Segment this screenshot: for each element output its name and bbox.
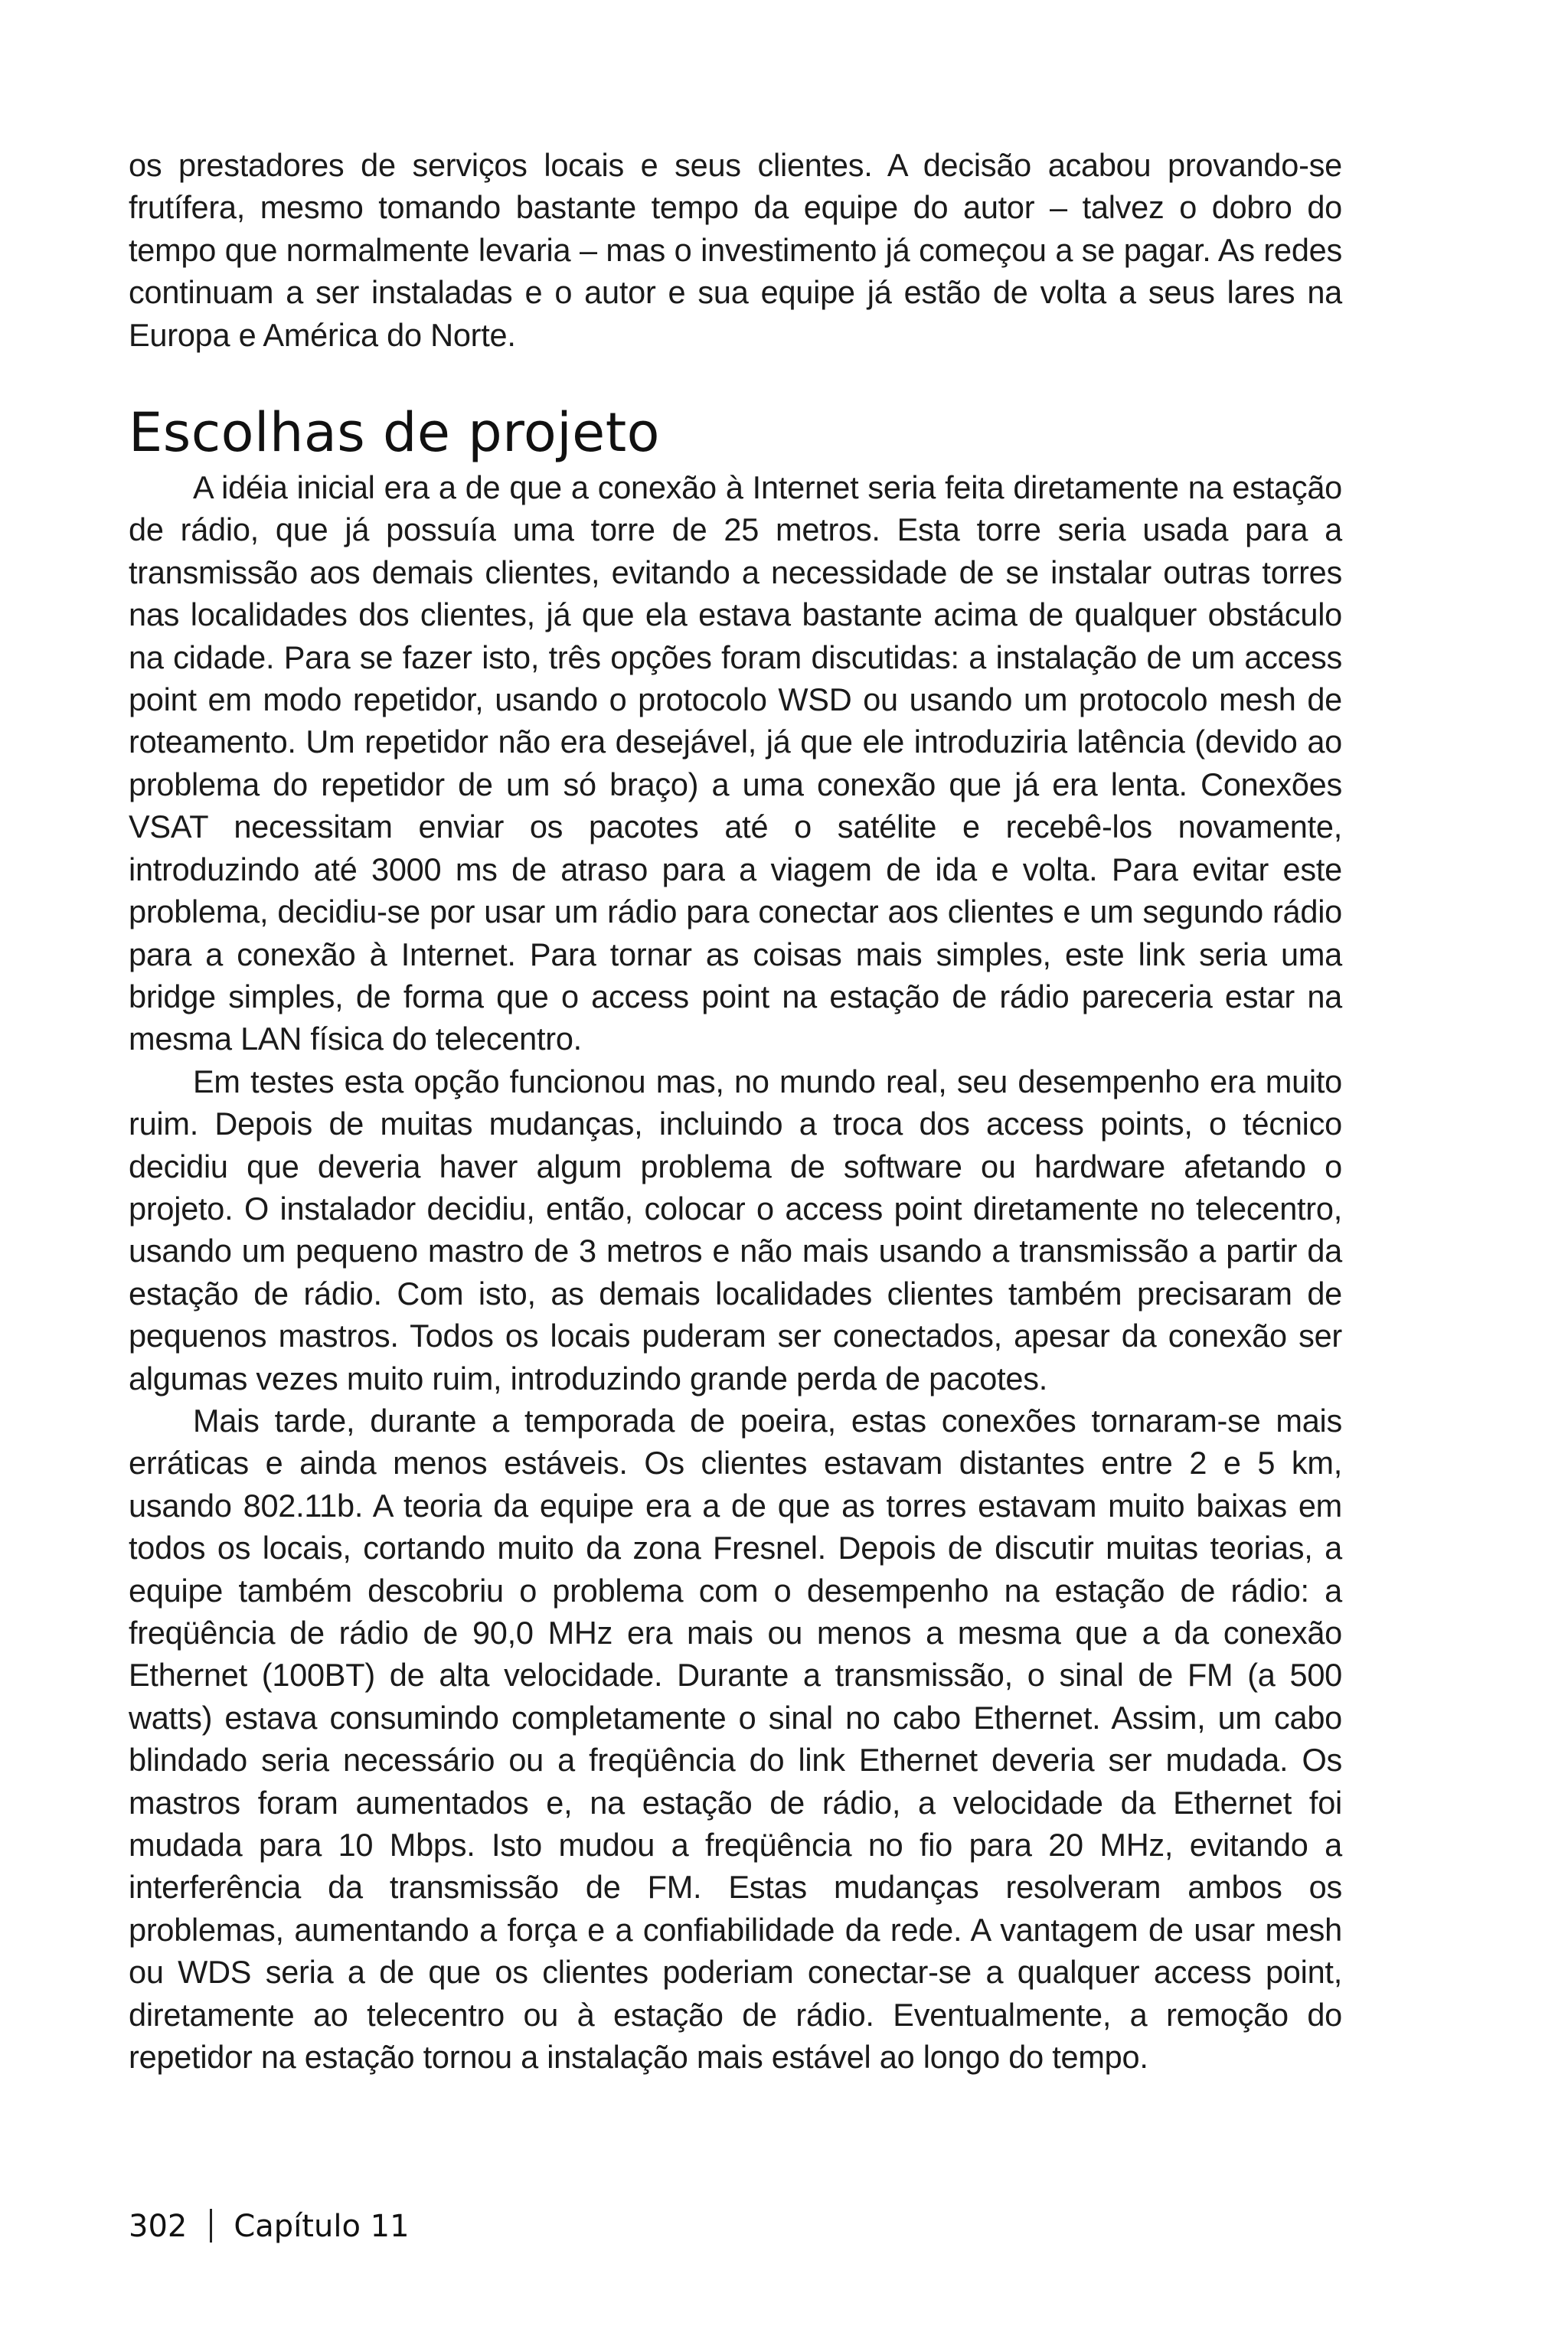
page-body bbox=[129, 144, 1342, 2078]
footer-separator bbox=[210, 2209, 212, 2243]
page-footer bbox=[129, 2205, 410, 2248]
section-title: Escolhas de projeto bbox=[129, 401, 660, 465]
body-paragraph-1: A idéia inicial era a de que a conexão à Internet seria feita diretamente na estação de rádio, que já possuía uma torre de 25 metros. Esta torre seria usada para a transmissão aos demais clientes, evitando a necessidade de se instalar outras torres nas localidades dos clientes, já que ela estava bastante acima de qualquer obstáculo na cidade. Para se fazer isto, três opções foram discutidas: a instalação de um access point em modo repetidor, usando o protocolo WSD ou usando um protocolo mesh de roteamento. Um repetidor não era desejável, já que ele introduziria latência (devido ao problema do repetidor de um só braço) a uma conexão que já era lenta. Conexões VSAT necessitam enviar os pacotes até o satélite e recebê-los novamente, introduzindo até 3000 ms de atraso para a viagem de ida e volta. Para evitar este problema, decidiu-se por usar um rádio para conectar aos clientes e um segundo rádio para a conexão à Internet. Para tornar as coisas mais simples, este link seria uma bridge simples, de forma que o access point na estação de rádio pareceria estar na mesma LAN física do telecentro. bbox=[129, 469, 1342, 1057]
page-number: 302 bbox=[129, 2209, 188, 2244]
chapter-label: Capítulo 11 bbox=[234, 2209, 410, 2244]
body-paragraph-intro: os prestadores de serviços locais e seus clientes. A decisão acabou provando-se frutífera, mesmo tomando bastante tempo da equipe do autor – talvez o dobro do tempo que normalmente levaria – mas o investimento já começou a se pagar. As redes continuam a ser instaladas e o autor e sua equipe já estão de volta a seus lares na Europa e América do Norte. bbox=[129, 147, 1342, 353]
body-paragraph-2: Em testes esta opção funcionou mas, no mundo real, seu desempenho era muito ruim. Depois de muitas mudanças, incluindo a troca dos access points, o técnico decidiu que deveria haver algum problema de software ou hardware afetando o projeto. O instalador decidiu, então, colocar o access point diretamente no telecentro, usando um pequeno mastro de 3 metros e não mais usando a transmissão a partir da estação de rádio. Com isto, as demais localidades clientes também precisaram de pequenos mastros. Todos os locais puderam ser conectados, apesar da conexão ser algumas vezes muito ruim, introduzindo grande perda de pacotes. bbox=[129, 1063, 1342, 1396]
body-paragraph-3: Mais tarde, durante a temporada de poeira, estas conexões tornaram-se mais erráticas e ainda menos estáveis. Os clientes estavam distantes entre 2 e 5 km, usando 802.11b. A teoria da equipe era a de que as torres estavam muito baixas em todos os locais, cortando muito da zona Fresnel. Depois de discutir muitas teorias, a equipe também descobriu o problema com o desempenho na estação de rádio: a freqüência de rádio de 90,0 MHz era mais ou menos a mesma que a da conexão Ethernet (100BT) de alta velocidade. Durante a transmissão, o sinal de FM (a 500 watts) estava consumindo completamente o sinal no cabo Ethernet. Assim, um cabo blindado seria necessário ou a freqüência do link Ethernet deveria ser mudada. Os mastros foram aumentados e, na estação de rádio, a velocidade da Ethernet foi mudada para 10 Mbps. Isto mudou a freqüência no fio para 20 MHz, evitando a interferência da transmissão de FM. Estas mudanças resolveram ambos os problemas, aumentando a força e a confiabilidade da rede. A vantagem de usar mesh ou WDS seria a de que os clientes poderiam conectar-se a qualquer access point, diretamente ao telecentro ou à estação de rádio. Eventualmente, a remoção do repetidor na estação tornou a instalação mais estável ao longo do tempo. bbox=[129, 1402, 1342, 2076]
